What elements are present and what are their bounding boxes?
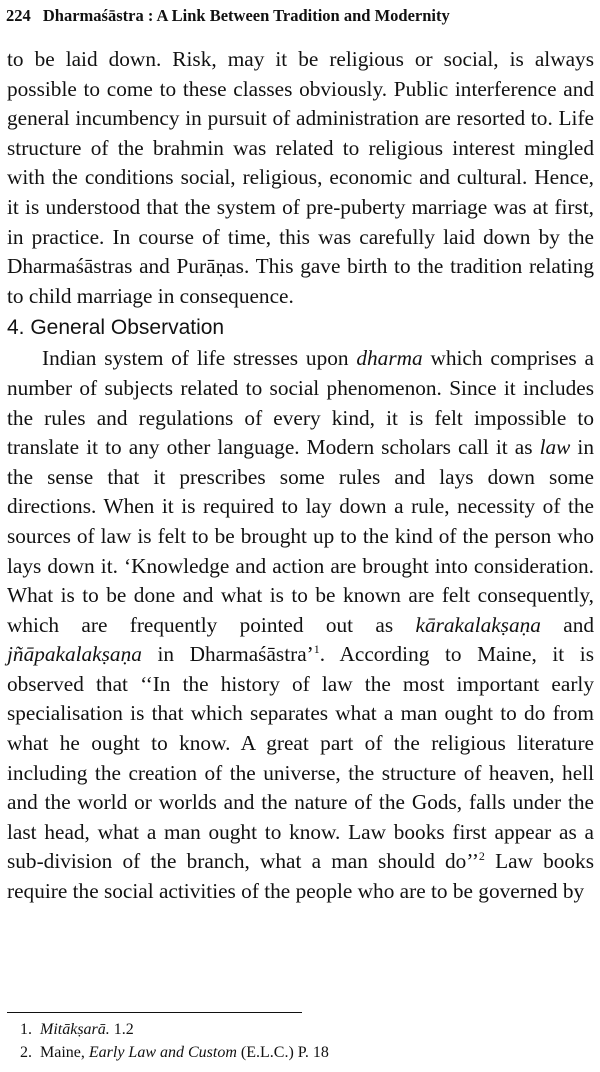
body-text: [7, 45, 594, 907]
page-number: 224: [6, 6, 31, 25]
footnotes: [20, 1018, 329, 1064]
text-run: and: [540, 612, 595, 637]
text-run: Indian system of life stresses upon: [42, 346, 357, 371]
term-dharma: dharma: [356, 346, 423, 371]
term-karakalaksana: kārakalakṣaṇa: [415, 612, 541, 637]
text-run: in Dharmaśāstra’: [141, 642, 314, 667]
term-law: law: [539, 435, 571, 460]
text-run: . According to Maine, it is observed that ‘‘In the history of law the most important early specialisation is that which separates what a man ought to do from what he ought to know. A great part of the religious literature including the creation of the universe, the structure of heaven, hell and the world or worlds and the nature of the Gods, falls under the last head, what a man ought to know. Law books first appear as a sub-division of the branch, what a man should do’’: [7, 642, 594, 874]
text-run: Law books require the social activities of the people who are to be governed by: [7, 849, 594, 904]
footnote-ref-1: 1: [313, 642, 320, 657]
footnote-divider: [7, 1012, 302, 1013]
text-run: which comprises a number of subjects related to social phenomenon. Since it includes the rules and regulations of every kind, it is felt impossible to translate it to any other language. Modern scholars call it as: [7, 346, 595, 460]
footnote-text: (E.L.C.) P. 18: [236, 1044, 329, 1061]
footnote-author: Maine,: [40, 1044, 89, 1061]
running-title: Dharmaśāstra : A Link Between Tradition and Modernity: [42, 6, 450, 25]
footnote-source-title: Mitākṣarā.: [40, 1021, 110, 1038]
paragraph-general-observation: [7, 344, 594, 906]
footnote-1: [20, 1018, 329, 1041]
footnote-number: 2.: [20, 1044, 32, 1061]
footnote-text: 1.2: [109, 1021, 134, 1038]
text-run: in the sense that it prescribes some rules and lays down some directions. When it is required to lay down a rule, necessity of the sources of law is felt to be brought up to the kind of the person who lays down it. ‘Knowledge and action are brought into consideration. What is to be done and what is to be known are felt consequently, which are frequently pointed out as: [7, 435, 594, 637]
running-header: [6, 6, 450, 26]
footnote-2: [20, 1041, 329, 1064]
paragraph-continued: to be laid down. Risk, may it be religious or social, is always possible to come to these classes obviously. Public interference and general incumbency in pursuit of administration are resorted to. Life structure of the brahmin was related to religious interest mingled with the conditions social, religious, economic and cultural. Hence, it is understood that the system of pre-puberty marriage was at first, in practice. In course of time, this was carefully laid down by the Dharmaśāstras and Purāṇas. This gave birth to the tradition relating to child marriage in consequence.: [7, 47, 594, 308]
footnote-ref-2: 2: [478, 849, 485, 864]
footnote-source-title: Early Law and Custom: [88, 1044, 237, 1061]
section-heading: 4. General Observation: [7, 316, 225, 340]
footnote-number: 1.: [20, 1021, 32, 1038]
term-jnapakalaksana: jñāpakalakṣaṇa: [7, 642, 142, 667]
